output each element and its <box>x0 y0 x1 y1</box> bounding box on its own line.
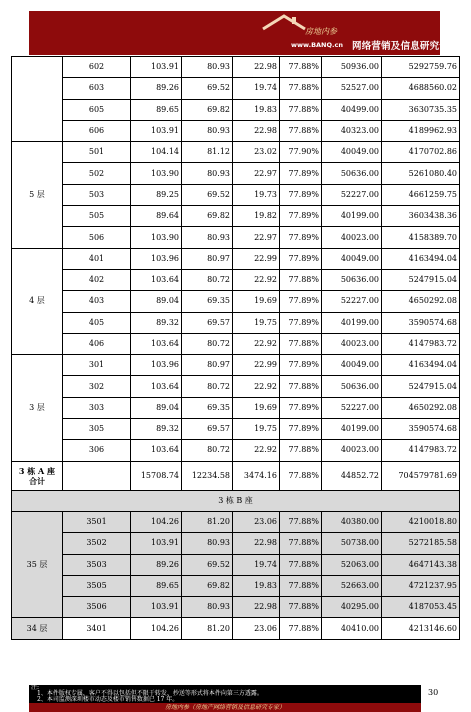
ratio-cell: 77.89% <box>280 419 322 440</box>
inner-area-cell: 69.52 <box>182 184 233 205</box>
ratio-cell: 77.88% <box>280 511 322 532</box>
inner-area-cell: 81.20 <box>182 618 233 639</box>
total-price-cell: 3603438.36 <box>382 206 460 227</box>
unit-price-cell: 40049.00 <box>322 248 382 269</box>
area-cell: 89.25 <box>131 184 182 205</box>
table-row <box>12 78 460 99</box>
area-cell: 89.26 <box>131 78 182 99</box>
shared-area-cell: 22.92 <box>233 440 280 461</box>
unit-price-cell: 40199.00 <box>322 312 382 333</box>
inner-area-cell: 80.93 <box>182 120 233 141</box>
ratio-cell: 77.89% <box>280 163 322 184</box>
unit-cell: 302 <box>63 376 131 397</box>
unit-price-cell: 50636.00 <box>322 376 382 397</box>
area-cell: 104.26 <box>131 511 182 532</box>
area-cell: 104.26 <box>131 618 182 639</box>
inner-area-cell: 80.97 <box>182 355 233 376</box>
area-cell: 103.91 <box>131 120 182 141</box>
total-price-cell: 4647143.38 <box>382 554 460 575</box>
table-row <box>12 142 460 163</box>
total-unit-cell <box>63 461 131 490</box>
ratio-cell: 77.90% <box>280 142 322 163</box>
table-row <box>12 248 460 269</box>
table-row <box>12 184 460 205</box>
inner-area-cell: 69.82 <box>182 99 233 120</box>
inner-area-cell: 80.72 <box>182 376 233 397</box>
table-row <box>12 575 460 596</box>
inner-area-cell: 69.35 <box>182 291 233 312</box>
unit-price-cell: 50636.00 <box>322 269 382 290</box>
unit-price-cell: 50738.00 <box>322 533 382 554</box>
total-price-cell: 4650292.08 <box>382 291 460 312</box>
unit-cell: 605 <box>63 99 131 120</box>
table-row <box>12 269 460 290</box>
inner-area-cell: 69.35 <box>182 397 233 418</box>
note-line-1: 1、本件版权专属，客户不得以包括但不限于转发、抄送等形式将本件向第三方透露。 <box>37 690 263 697</box>
unit-price-cell: 40023.00 <box>322 440 382 461</box>
notes-label: 注: <box>31 684 40 691</box>
table-row <box>12 440 460 461</box>
unit-cell: 502 <box>63 163 131 184</box>
total-inner-area-cell: 12234.58 <box>182 461 233 490</box>
section-title: 3 栋 B 座 <box>12 490 460 511</box>
inner-area-cell: 69.52 <box>182 78 233 99</box>
shared-area-cell: 19.74 <box>233 554 280 575</box>
table-row <box>12 597 460 618</box>
unit-cell: 3503 <box>63 554 131 575</box>
unit-cell: 3506 <box>63 597 131 618</box>
ratio-cell: 77.89% <box>280 355 322 376</box>
unit-cell: 3501 <box>63 511 131 532</box>
shared-area-cell: 22.98 <box>233 533 280 554</box>
ratio-cell: 77.88% <box>280 376 322 397</box>
total-price-cell: 4210018.80 <box>382 511 460 532</box>
shared-area-cell: 19.75 <box>233 419 280 440</box>
unit-cell: 401 <box>63 248 131 269</box>
area-cell: 103.90 <box>131 227 182 248</box>
unit-price-cell: 40499.00 <box>322 99 382 120</box>
unit-cell: 306 <box>63 440 131 461</box>
total-shared-area-cell: 3474.16 <box>233 461 280 490</box>
inner-area-cell: 80.93 <box>182 227 233 248</box>
unit-cell: 402 <box>63 269 131 290</box>
shared-area-cell: 22.97 <box>233 227 280 248</box>
unit-price-cell: 40023.00 <box>322 227 382 248</box>
inner-area-cell: 69.57 <box>182 419 233 440</box>
shared-area-cell: 22.99 <box>233 355 280 376</box>
total-price-cell: 5247915.04 <box>382 376 460 397</box>
footer-brand-bar: 房地内参（房地产网络营销及信息研究专家） <box>29 703 421 712</box>
table-row <box>12 120 460 141</box>
shared-area-cell: 19.74 <box>233 78 280 99</box>
unit-price-cell: 40199.00 <box>322 206 382 227</box>
inner-area-cell: 69.52 <box>182 554 233 575</box>
area-cell: 103.64 <box>131 333 182 354</box>
ratio-cell: 77.88% <box>280 575 322 596</box>
unit-price-cell: 52227.00 <box>322 397 382 418</box>
floor-label: 4 层 <box>12 248 63 354</box>
total-price-cell: 4213146.60 <box>382 618 460 639</box>
total-label-line1: 3 栋 A 座 <box>18 465 56 476</box>
floor-label: 35 层 <box>12 511 63 617</box>
total-label-line2: 合计 <box>29 475 45 486</box>
table-row <box>12 163 460 184</box>
brand-url: www.BANQ.cn <box>291 41 343 49</box>
unit-price-cell: 52227.00 <box>322 184 382 205</box>
total-price-cell: 4163494.04 <box>382 248 460 269</box>
area-cell: 89.32 <box>131 419 182 440</box>
area-cell: 103.96 <box>131 248 182 269</box>
inner-area-cell: 69.82 <box>182 206 233 227</box>
table-row <box>12 227 460 248</box>
total-price-cell: 5272185.58 <box>382 533 460 554</box>
unit-price-cell: 52527.00 <box>322 78 382 99</box>
table-row <box>12 206 460 227</box>
total-ratio-cell: 77.88% <box>280 461 322 490</box>
ratio-cell: 77.88% <box>280 269 322 290</box>
unit-cell: 606 <box>63 120 131 141</box>
unit-cell: 3502 <box>63 533 131 554</box>
inner-area-cell: 80.72 <box>182 269 233 290</box>
ratio-cell: 77.89% <box>280 184 322 205</box>
unit-price-cell: 40380.00 <box>322 511 382 532</box>
table-row <box>12 419 460 440</box>
ratio-cell: 77.89% <box>280 227 322 248</box>
total-price-cell: 3630735.35 <box>382 99 460 120</box>
floor-label: 5 层 <box>12 142 63 248</box>
ratio-cell: 77.88% <box>280 618 322 639</box>
total-price-cell: 4158389.70 <box>382 227 460 248</box>
inner-area-cell: 80.93 <box>182 533 233 554</box>
total-price-cell: 704579781.69 <box>382 461 460 490</box>
table-row <box>12 533 460 554</box>
area-cell: 103.64 <box>131 440 182 461</box>
area-cell: 89.04 <box>131 291 182 312</box>
area-cell: 89.32 <box>131 312 182 333</box>
unit-price-cell: 40023.00 <box>322 333 382 354</box>
unit-price-cell: 50936.00 <box>322 57 382 78</box>
total-price-cell: 5247915.04 <box>382 269 460 290</box>
unit-cell: 3401 <box>63 618 131 639</box>
table-row <box>12 99 460 120</box>
total-price-cell: 4721237.95 <box>382 575 460 596</box>
ratio-cell: 77.89% <box>280 312 322 333</box>
inner-area-cell: 81.12 <box>182 142 233 163</box>
ratio-cell: 77.88% <box>280 78 322 99</box>
total-price-cell: 5261080.40 <box>382 163 460 184</box>
ratio-cell: 77.89% <box>280 206 322 227</box>
total-price-cell: 4688560.02 <box>382 78 460 99</box>
total-price-cell: 4189962.93 <box>382 120 460 141</box>
unit-cell: 503 <box>63 184 131 205</box>
total-price-cell: 4187053.45 <box>382 597 460 618</box>
unit-cell: 506 <box>63 227 131 248</box>
table-row <box>12 511 460 532</box>
area-cell: 103.91 <box>131 533 182 554</box>
total-price-cell: 4661259.75 <box>382 184 460 205</box>
ratio-cell: 77.89% <box>280 397 322 418</box>
inner-area-cell: 80.93 <box>182 597 233 618</box>
unit-price-cell: 52227.00 <box>322 291 382 312</box>
ratio-cell: 77.88% <box>280 120 322 141</box>
unit-price-cell: 50636.00 <box>322 163 382 184</box>
units-table <box>11 56 460 640</box>
unit-cell: 405 <box>63 312 131 333</box>
area-cell: 89.26 <box>131 554 182 575</box>
section-row <box>12 490 460 511</box>
shared-area-cell: 22.92 <box>233 269 280 290</box>
total-price-cell: 4170702.86 <box>382 142 460 163</box>
inner-area-cell: 69.82 <box>182 575 233 596</box>
total-price-cell: 5292759.76 <box>382 57 460 78</box>
unit-cell: 505 <box>63 206 131 227</box>
total-label <box>12 461 63 490</box>
shared-area-cell: 23.02 <box>233 142 280 163</box>
house-roof-icon <box>261 13 307 35</box>
table-row <box>12 312 460 333</box>
ratio-cell: 77.88% <box>280 597 322 618</box>
unit-price-cell: 40323.00 <box>322 120 382 141</box>
unit-cell: 603 <box>63 78 131 99</box>
floor-label: 3 层 <box>12 355 63 461</box>
inner-area-cell: 80.93 <box>182 163 233 184</box>
inner-area-cell: 80.93 <box>182 57 233 78</box>
unit-price-cell: 40199.00 <box>322 419 382 440</box>
total-price-cell: 3590574.68 <box>382 312 460 333</box>
ratio-cell: 77.88% <box>280 333 322 354</box>
shared-area-cell: 22.98 <box>233 57 280 78</box>
ratio-cell: 77.89% <box>280 291 322 312</box>
total-price-cell: 3590574.68 <box>382 419 460 440</box>
unit-cell: 403 <box>63 291 131 312</box>
table-row <box>12 355 460 376</box>
shared-area-cell: 19.83 <box>233 99 280 120</box>
unit-price-cell: 40049.00 <box>322 355 382 376</box>
shared-area-cell: 22.97 <box>233 163 280 184</box>
total-price-cell: 4147983.72 <box>382 333 460 354</box>
table-row <box>12 618 460 639</box>
table-row <box>12 291 460 312</box>
page-number: 30 <box>428 688 439 697</box>
shared-area-cell: 22.92 <box>233 376 280 397</box>
table-row <box>12 554 460 575</box>
unit-price-cell: 40049.00 <box>322 142 382 163</box>
shared-area-cell: 22.99 <box>233 248 280 269</box>
shared-area-cell: 19.69 <box>233 397 280 418</box>
inner-area-cell: 81.20 <box>182 511 233 532</box>
area-cell: 103.90 <box>131 163 182 184</box>
floor-cell-continued <box>12 57 63 142</box>
ratio-cell: 77.88% <box>280 99 322 120</box>
ratio-cell: 77.88% <box>280 440 322 461</box>
shared-area-cell: 19.69 <box>233 291 280 312</box>
unit-cell: 303 <box>63 397 131 418</box>
unit-cell: 305 <box>63 419 131 440</box>
total-row <box>12 461 460 490</box>
shared-area-cell: 22.98 <box>233 120 280 141</box>
unit-price-cell: 52063.00 <box>322 554 382 575</box>
inner-area-cell: 80.97 <box>182 248 233 269</box>
inner-area-cell: 69.57 <box>182 312 233 333</box>
total-price-cell: 4650292.08 <box>382 397 460 418</box>
brand-tagline: 网络营销及信息研究专家 <box>352 41 459 52</box>
area-cell: 89.65 <box>131 99 182 120</box>
shared-area-cell: 19.83 <box>233 575 280 596</box>
unit-cell: 602 <box>63 57 131 78</box>
shared-area-cell: 23.06 <box>233 511 280 532</box>
inner-area-cell: 80.72 <box>182 333 233 354</box>
unit-price-cell: 40410.00 <box>322 618 382 639</box>
header-banner <box>29 11 459 55</box>
total-unit-price-cell: 44852.72 <box>322 461 382 490</box>
inner-area-cell: 80.72 <box>182 440 233 461</box>
note-line-2: 2、本司监测深圳楼市动态及楼市销售数据已 17 年。 <box>37 696 179 703</box>
area-cell: 103.64 <box>131 269 182 290</box>
table-row <box>12 397 460 418</box>
area-cell: 103.64 <box>131 376 182 397</box>
total-price-cell: 4163494.04 <box>382 355 460 376</box>
table-row <box>12 57 460 78</box>
ratio-cell: 77.88% <box>280 57 322 78</box>
area-cell: 103.96 <box>131 355 182 376</box>
shared-area-cell: 22.92 <box>233 333 280 354</box>
ratio-cell: 77.88% <box>280 554 322 575</box>
shared-area-cell: 19.82 <box>233 206 280 227</box>
unit-cell: 406 <box>63 333 131 354</box>
unit-price-cell: 52663.00 <box>322 575 382 596</box>
shared-area-cell: 19.73 <box>233 184 280 205</box>
unit-cell: 301 <box>63 355 131 376</box>
total-area-cell: 15708.74 <box>131 461 182 490</box>
ratio-cell: 77.88% <box>280 533 322 554</box>
shared-area-cell: 22.98 <box>233 597 280 618</box>
area-cell: 89.04 <box>131 397 182 418</box>
unit-cell: 3505 <box>63 575 131 596</box>
brand-name: 房地内参 <box>305 27 337 36</box>
area-cell: 103.91 <box>131 597 182 618</box>
table-row <box>12 376 460 397</box>
floor-label: 34 层 <box>12 618 63 639</box>
total-price-cell: 4147983.72 <box>382 440 460 461</box>
area-cell: 103.91 <box>131 57 182 78</box>
shared-area-cell: 19.75 <box>233 312 280 333</box>
shared-area-cell: 23.06 <box>233 618 280 639</box>
area-cell: 89.65 <box>131 575 182 596</box>
unit-price-cell: 40295.00 <box>322 597 382 618</box>
area-cell: 104.14 <box>131 142 182 163</box>
unit-cell: 501 <box>63 142 131 163</box>
ratio-cell: 77.89% <box>280 248 322 269</box>
area-cell: 89.64 <box>131 206 182 227</box>
disclaimer-notes <box>29 685 421 703</box>
table-row <box>12 333 460 354</box>
